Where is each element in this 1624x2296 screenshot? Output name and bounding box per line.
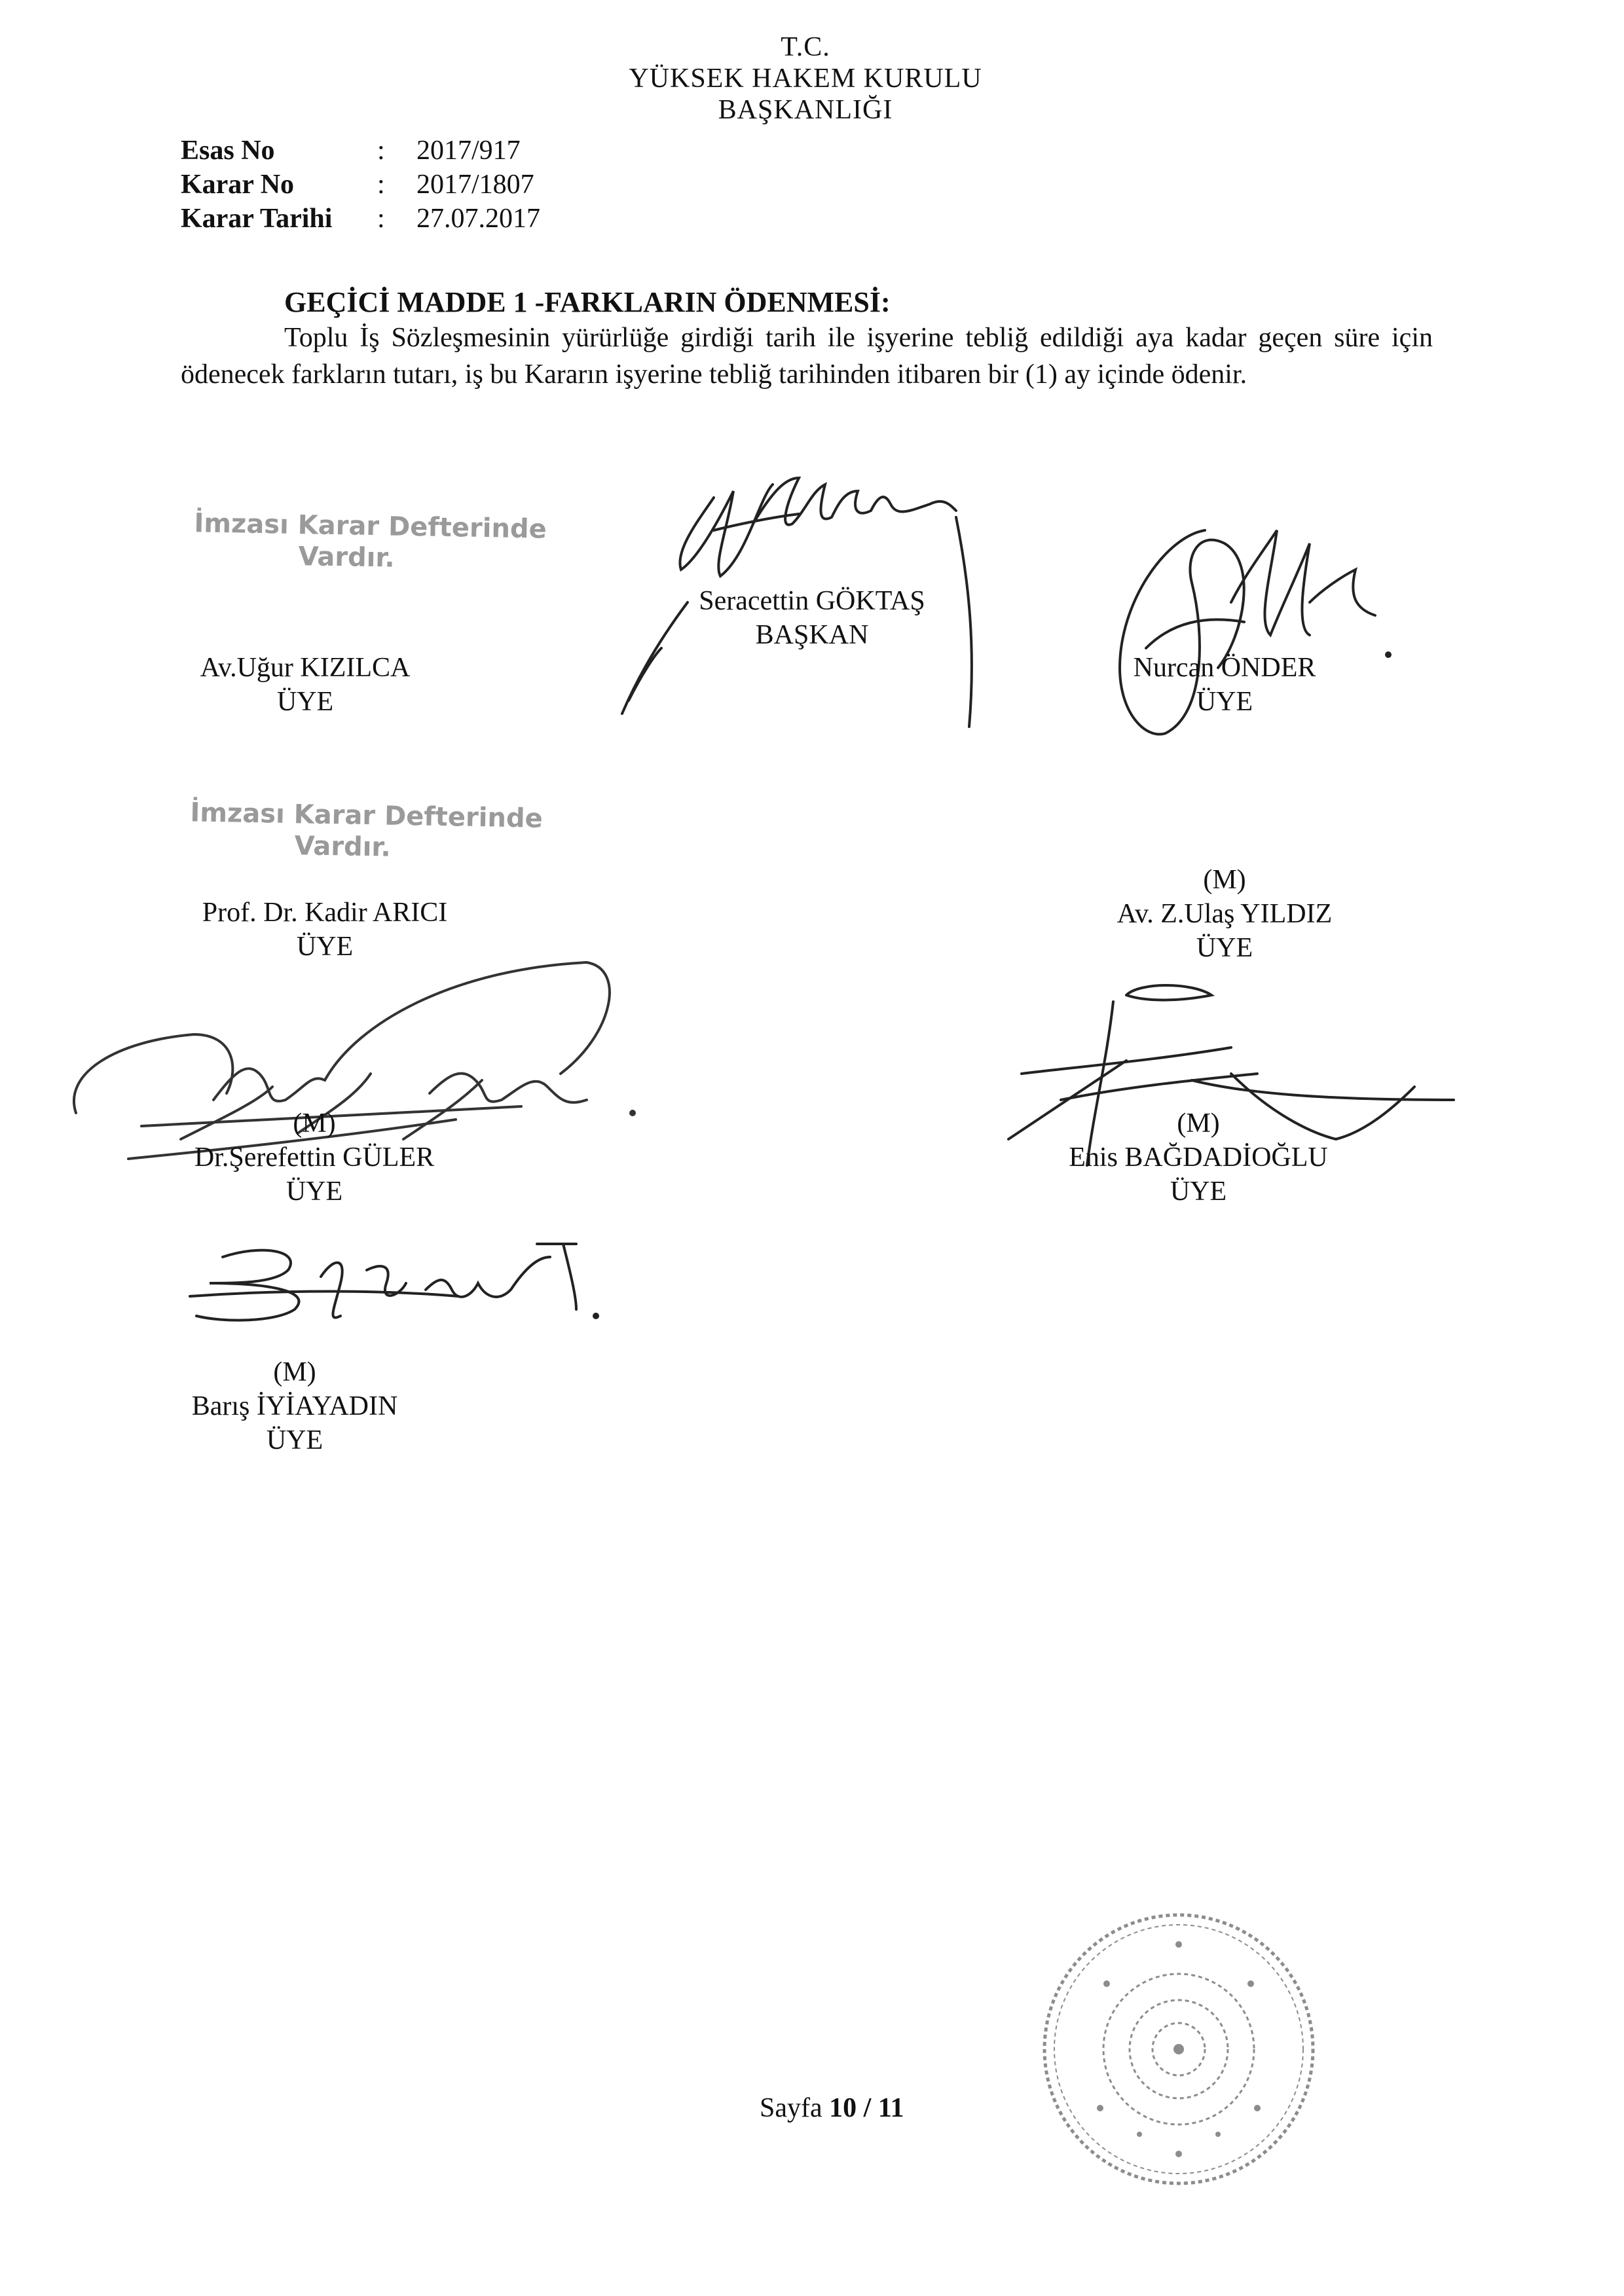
signatory-name: Prof. Dr. Kadir ARICI (202, 898, 448, 928)
signatory-mark: (M) (1203, 865, 1246, 895)
official-seal (1028, 1899, 1329, 2200)
header-line-3: BAŞKANLIĞI (718, 95, 893, 125)
signatory-name: Barış İYİAYADIN (191, 1391, 398, 1421)
case-number-value: 2017/917 (416, 136, 521, 166)
case-info (181, 134, 540, 236)
signatory-name: Av. Z.Ulaş YILDIZ (1116, 899, 1333, 929)
decision-number-label: Karar No (181, 170, 295, 200)
signatory-name: Nurcan ÖNDER (1133, 653, 1316, 683)
article-body (181, 319, 1433, 393)
page-current: 10 (829, 2093, 857, 2123)
stamp-line-2: Vardır. (298, 541, 396, 574)
stamp-line-1: İmzası Karar Defterinde (190, 797, 544, 834)
case-info-row (181, 168, 540, 202)
signatory-ugur (181, 651, 430, 719)
article-body-text: Toplu İş Sözleşmesinin yürürlüğe girdiği tarih ile işyerine tebliğ edildiği aya kadar geçen süre için ödenecek farkların tutarı, iş bu Kararın işyerine tebliğ tarihinden itibaren bir (1) ay içinde ödenir. (181, 323, 1433, 390)
decision-number-value: 2017/1807 (416, 170, 534, 200)
article-title: GEÇİCİ MADDE 1 -FARKLARIN ÖDENMESİ: (284, 286, 891, 318)
signatory-role: BAŞKAN (755, 620, 869, 650)
decision-date-sep: : (377, 204, 385, 234)
signatory-role: ÜYE (1196, 933, 1253, 963)
stamp-line-1: İmzası Karar Defterinde (194, 508, 547, 545)
signatory-role: ÜYE (1196, 687, 1253, 717)
page-sep: / (863, 2093, 872, 2123)
signatory-name: Enis BAĞDADİOĞLU (1069, 1142, 1328, 1173)
case-info-row (181, 134, 540, 168)
signatory-enis (1054, 1106, 1342, 1209)
signatory-name: Av.Uğur KIZILCA (200, 653, 411, 683)
decision-number-sep: : (377, 170, 385, 200)
signatory-role: ÜYE (286, 1176, 343, 1207)
case-number-sep: : (377, 136, 385, 166)
signatory-role: ÜYE (266, 1425, 323, 1455)
signatory-serefettin (177, 1106, 452, 1209)
signatory-mark: (M) (293, 1108, 336, 1139)
decision-date-value: 27.07.2017 (416, 204, 540, 234)
signature-register-stamp (193, 507, 547, 576)
decision-date-label: Karar Tarihi (181, 204, 333, 234)
signatory-name: Dr.Şerefettin GÜLER (194, 1142, 435, 1173)
case-info-row (181, 202, 540, 236)
baris-signature (183, 1218, 616, 1336)
page-number (760, 2092, 904, 2124)
signatory-ulas (1087, 863, 1362, 965)
stamp-line-2: Vardır. (294, 831, 392, 863)
signatory-nurcan (1100, 651, 1349, 719)
signatory-seracettin (681, 584, 943, 652)
signatory-name: Seracettin GÖKTAŞ (699, 586, 925, 616)
signatory-role: ÜYE (296, 932, 354, 962)
signature-register-stamp (189, 797, 543, 866)
signatory-role: ÜYE (1170, 1176, 1227, 1207)
signatory-kadir (181, 896, 469, 964)
signatory-mark: (M) (1177, 1108, 1220, 1139)
case-number-label: Esas No (181, 136, 275, 166)
signatory-mark: (M) (273, 1357, 316, 1387)
page-prefix: Sayfa (760, 2093, 822, 2123)
header-line-1: T.C. (781, 32, 830, 62)
page-total: 11 (877, 2093, 904, 2123)
signatory-role: ÜYE (276, 687, 334, 717)
header-line-2: YÜKSEK HAKEM KURULU (629, 64, 982, 94)
header (576, 31, 1035, 126)
signatory-baris (170, 1355, 419, 1457)
